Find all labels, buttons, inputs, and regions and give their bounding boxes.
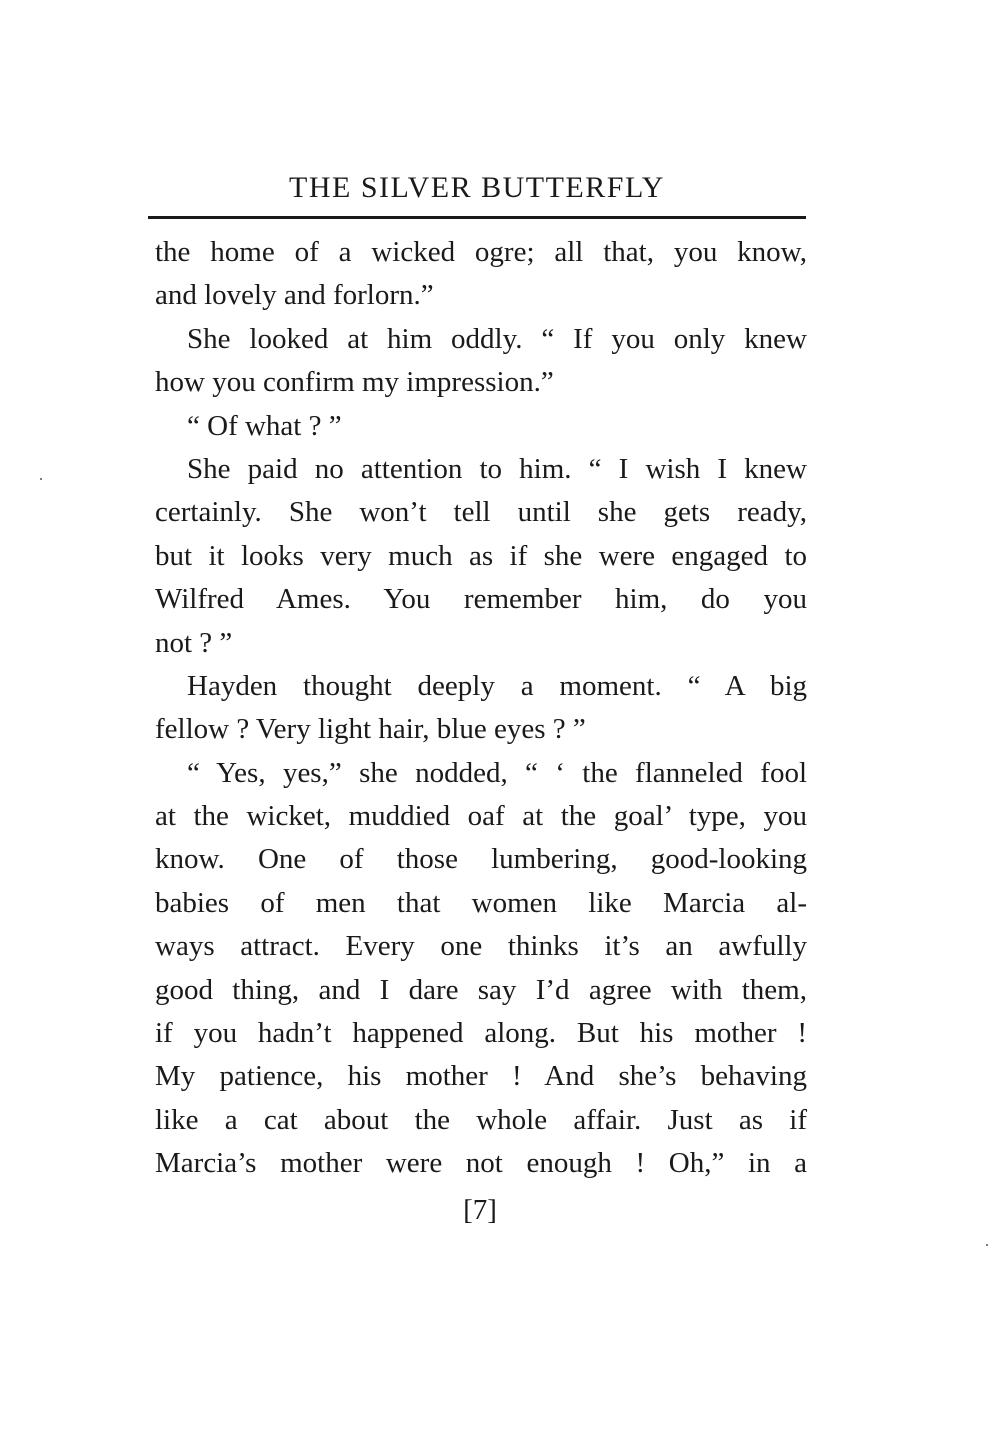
text-line: how you confirm my impression.” bbox=[155, 366, 554, 399]
text-line: and lovely and forlorn.” bbox=[155, 279, 434, 312]
header-rule bbox=[148, 216, 806, 219]
text-line: “ Of what ? ” bbox=[187, 409, 342, 442]
page-number: [7] bbox=[463, 1194, 497, 1226]
text-line: fellow ? Very light hair, blue eyes ? ” bbox=[155, 713, 586, 746]
scan-speck bbox=[986, 1244, 988, 1246]
text-line: babies of men that women like Marcia al- bbox=[155, 886, 807, 919]
text-line: Hayden thought deeply a moment. “ A big bbox=[187, 669, 807, 702]
text-line: Marcia’s mother were not enough ! Oh,” in a bbox=[155, 1147, 807, 1180]
text-line: if you hadn’t happened along. But his mother ! bbox=[155, 1017, 807, 1050]
running-head: THE SILVER BUTTERFLY bbox=[289, 171, 665, 204]
text-line: not ? ” bbox=[155, 626, 233, 659]
text-line: “ Yes, yes,” she nodded, “ ‘ the flanneled fool bbox=[187, 756, 807, 789]
text-line: like a cat about the whole affair. Just as if bbox=[155, 1103, 807, 1136]
text-line: My patience, his mother ! And she’s behaving bbox=[155, 1060, 807, 1093]
scan-speck bbox=[40, 478, 42, 480]
text-line: good thing, and I dare say I’d agree with them, bbox=[155, 973, 807, 1006]
text-line: the home of a wicked ogre; all that, you know, bbox=[155, 236, 807, 268]
text-line: She looked at him oddly. “ If you only knew bbox=[187, 322, 807, 355]
text-line: ways attract. Every one thinks it’s an awfully bbox=[155, 930, 807, 963]
text-line: Wilfred Ames. You remember him, do you bbox=[155, 583, 807, 616]
text-line: She paid no attention to him. “ I wish I knew bbox=[187, 452, 807, 485]
text-line: know. One of those lumbering, good-looking bbox=[155, 843, 807, 876]
body-text bbox=[155, 231, 807, 1186]
text-line: but it looks very much as if she were engaged to bbox=[155, 539, 807, 572]
text-line: at the wicket, muddied oaf at the goal’ type, you bbox=[155, 800, 807, 833]
text-line: certainly. She won’t tell until she gets ready, bbox=[155, 496, 807, 529]
